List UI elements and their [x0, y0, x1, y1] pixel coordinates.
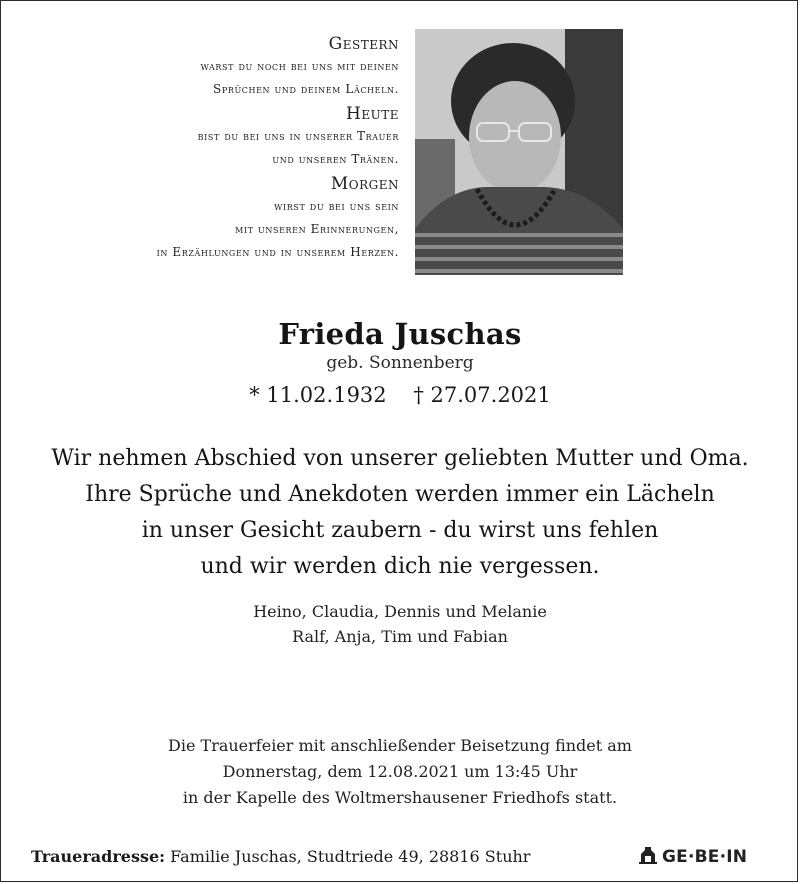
address-value: Familie Juschas, Studtriede 49, 28816 Stuhr	[170, 847, 531, 866]
poem-heading-gestern: Gestern	[328, 34, 399, 54]
portrait-photo	[415, 29, 623, 275]
deceased-name: Frieda Juschas	[278, 317, 522, 351]
poem-heading-morgen: Morgen	[330, 174, 399, 194]
family-line: Heino, Claudia, Dennis und Melanie	[253, 602, 547, 621]
poem-line: mit unseren Erinnerungen,	[235, 222, 399, 236]
address-label: Traueradresse:	[31, 847, 166, 866]
tribute-text	[1, 441, 798, 585]
tribute-line: Ihre Sprüche und Anekdoten werden immer ein Lächeln	[85, 482, 715, 507]
birth-date: * 11.02.1932	[249, 383, 387, 407]
poem-line: Sprüchen und deinem Lächeln.	[213, 82, 399, 96]
poem-line: wirst du bei uns sein	[274, 199, 399, 213]
brand-mark	[638, 845, 747, 869]
service-info	[1, 733, 798, 811]
poem-line: in Erzählungen und in unserem Herzen.	[156, 245, 399, 259]
maiden-name: geb. Sonnenberg	[326, 353, 474, 373]
family-signature	[1, 599, 798, 649]
family-line: Ralf, Anja, Tim und Fabian	[292, 627, 508, 646]
tribute-line: Wir nehmen Abschied von unserer geliebten Mutter und Oma.	[51, 446, 749, 471]
poem-heading-heute: Heute	[346, 104, 399, 124]
brand-name: GE·BE·IN	[662, 847, 748, 867]
poem-line: und unseren Tränen.	[272, 152, 399, 166]
portrait-illustration	[415, 29, 623, 275]
tribute-line: und wir werden dich nie vergessen.	[200, 554, 600, 579]
poem-line: bist du bei uns in unserer Trauer	[197, 129, 399, 143]
service-line: Donnerstag, dem 12.08.2021 um 13:45 Uhr	[222, 762, 578, 781]
service-line: Die Trauerfeier mit anschließender Beisetzung findet am	[168, 736, 632, 755]
life-dates	[1, 383, 798, 407]
gebein-logo-icon	[638, 845, 658, 869]
mourning-address	[31, 847, 530, 866]
death-date: † 27.07.2021	[413, 383, 551, 407]
poem-line: warst du noch bei uns mit deinen	[200, 59, 399, 73]
tribute-line: in unser Gesicht zaubern - du wirst uns fehlen	[141, 518, 659, 543]
service-line: in der Kapelle des Woltmershausener Friedhofs statt.	[182, 788, 618, 807]
poem-block	[15, 31, 399, 264]
